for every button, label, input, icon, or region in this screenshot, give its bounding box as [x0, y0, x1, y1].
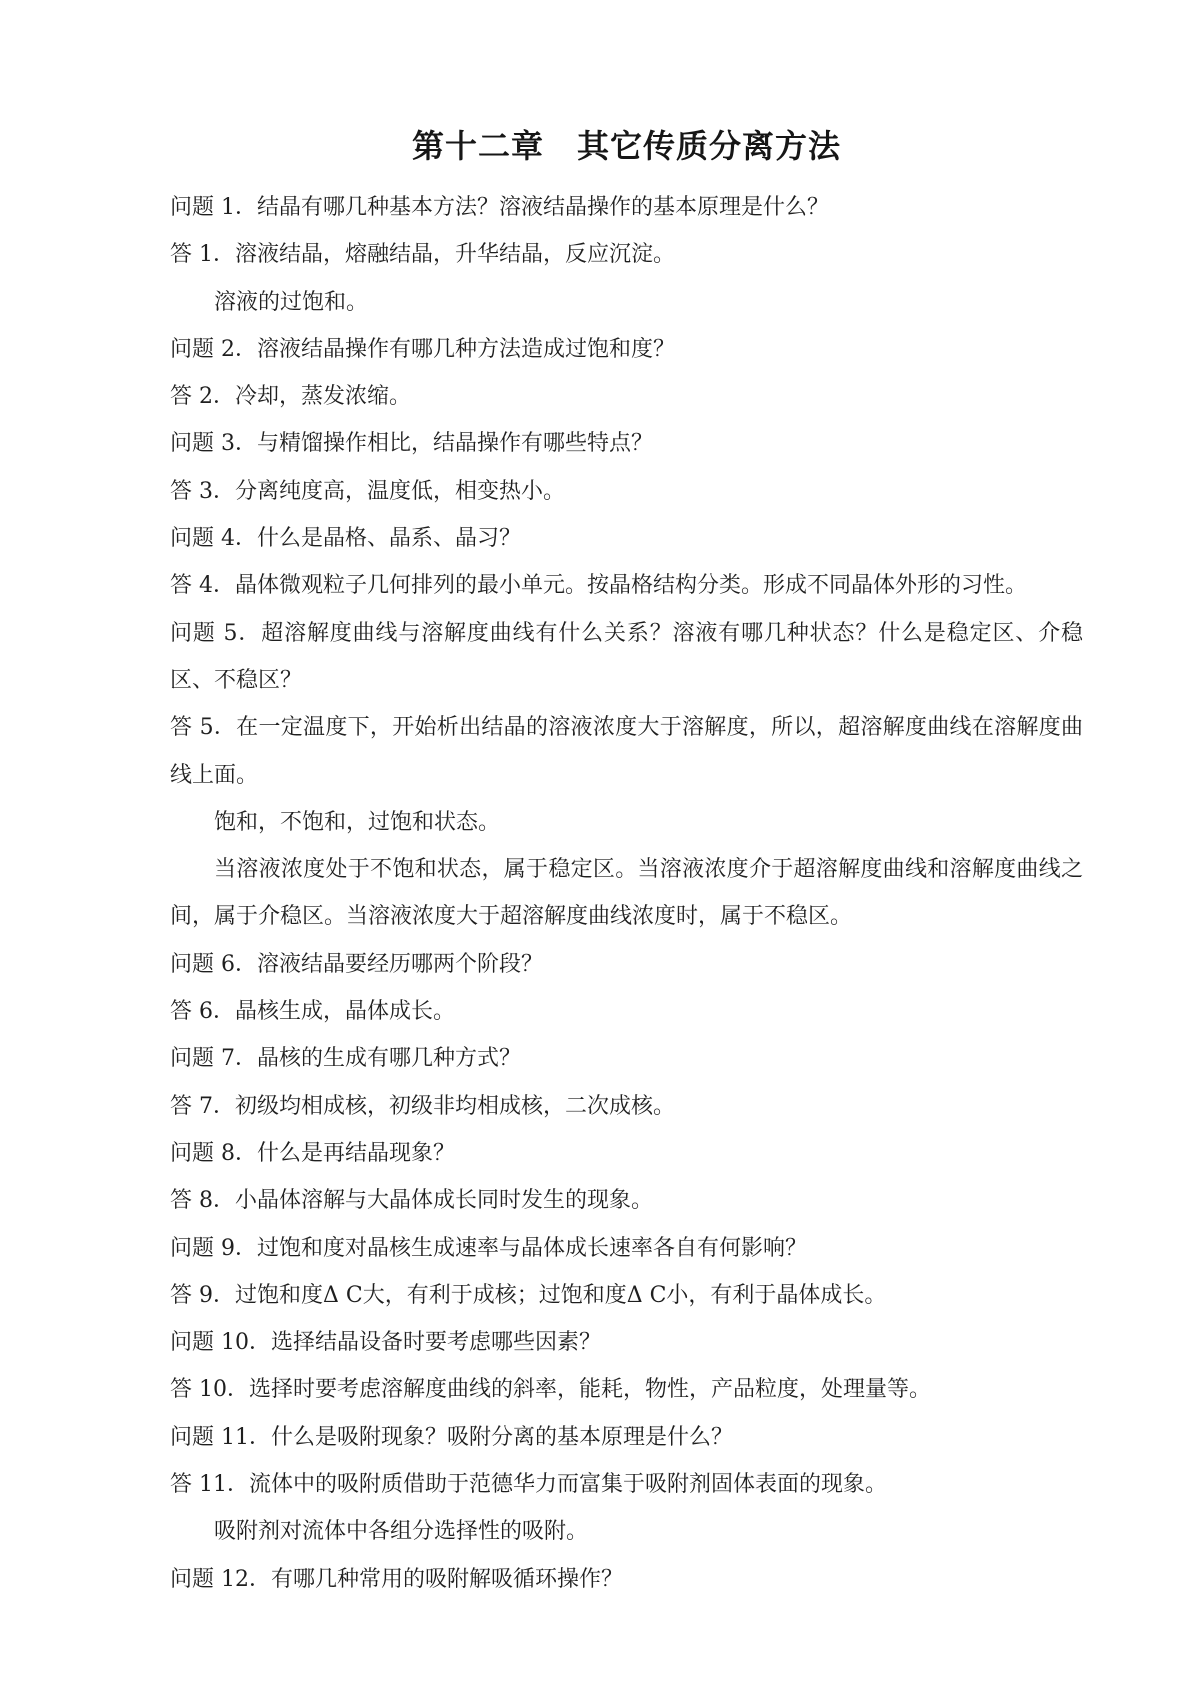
answer-8: 答 8．小晶体溶解与大晶体成长同时发生的现象。 [170, 1188, 653, 1214]
question-12: 问题 12．有哪几种常用的吸附解吸循环操作？ [170, 1566, 623, 1592]
answer-2: 答 2．冷却，蒸发浓缩。 [170, 384, 411, 410]
qa-body [170, 184, 1083, 1603]
answer-5: 答 5．在一定温度下，开始析出结晶的溶液浓度大于溶解度，所以，超溶解度曲线在溶解度曲线上面。 [170, 715, 1083, 788]
question-11: 问题 11．什么是吸附现象？吸附分离的基本原理是什么？ [170, 1424, 733, 1450]
answer-4: 答 4．晶体微观粒子几何排列的最小单元。按晶格结构分类。形成不同晶体外形的习性。 [170, 573, 1027, 599]
answer-9: 答 9．过饱和度Δ C大，有利于成核；过饱和度Δ C小，有利于晶体成长。 [170, 1282, 887, 1308]
answer-5-note-1: 饱和，不饱和，过饱和状态。 [214, 809, 501, 835]
question-3: 问题 3．与精馏操作相比，结晶操作有哪些特点？ [170, 431, 653, 457]
question-10: 问题 10．选择结晶设备时要考虑哪些因素？ [170, 1330, 601, 1356]
question-5: 问题 5．超溶解度曲线与溶解度曲线有什么关系？溶液有哪几种状态？什么是稳定区、介稳区、不稳区？ [170, 620, 1083, 693]
answer-1: 答 1．溶液结晶，熔融结晶，升华结晶，反应沉淀。 [170, 242, 675, 268]
answer-1-note: 溶液的过饱和。 [214, 289, 369, 315]
question-8: 问题 8．什么是再结晶现象？ [170, 1140, 455, 1166]
question-2: 问题 2．溶液结晶操作有哪几种方法造成过饱和度？ [170, 336, 675, 362]
chapter-title: 第十二章 其它传质分离方法 [411, 127, 841, 165]
answer-11: 答 11．流体中的吸附质借助于范德华力而富集于吸附剂固体表面的现象。 [170, 1472, 887, 1498]
answer-3: 答 3．分离纯度高，温度低，相变热小。 [170, 478, 565, 504]
question-4: 问题 4．什么是晶格、晶系、晶习？ [170, 526, 521, 552]
answer-11-note: 吸附剂对流体中各组分选择性的吸附。 [214, 1519, 589, 1545]
question-9: 问题 9．过饱和度对晶核生成速率与晶体成长速率各自有何影响？ [170, 1235, 807, 1261]
question-6: 问题 6．溶液结晶要经历哪两个阶段？ [170, 951, 543, 977]
answer-6: 答 6．晶核生成，晶体成长。 [170, 999, 455, 1025]
answer-10: 答 10．选择时要考虑溶解度曲线的斜率，能耗，物性，产品粒度，处理量等。 [170, 1377, 931, 1403]
answer-5-note-2: 当溶液浓度处于不饱和状态，属于稳定区。当溶液浓度介于超溶解度曲线和溶解度曲线之间，属于介稳区。当溶液浓度大于超溶解度曲线浓度时，属于不稳区。 [170, 857, 1083, 930]
question-1: 问题 1．结晶有哪几种基本方法？溶液结晶操作的基本原理是什么？ [170, 195, 829, 220]
answer-7: 答 7．初级均相成核，初级非均相成核，二次成核。 [170, 1093, 675, 1119]
question-7: 问题 7．晶核的生成有哪几种方式？ [170, 1046, 521, 1072]
